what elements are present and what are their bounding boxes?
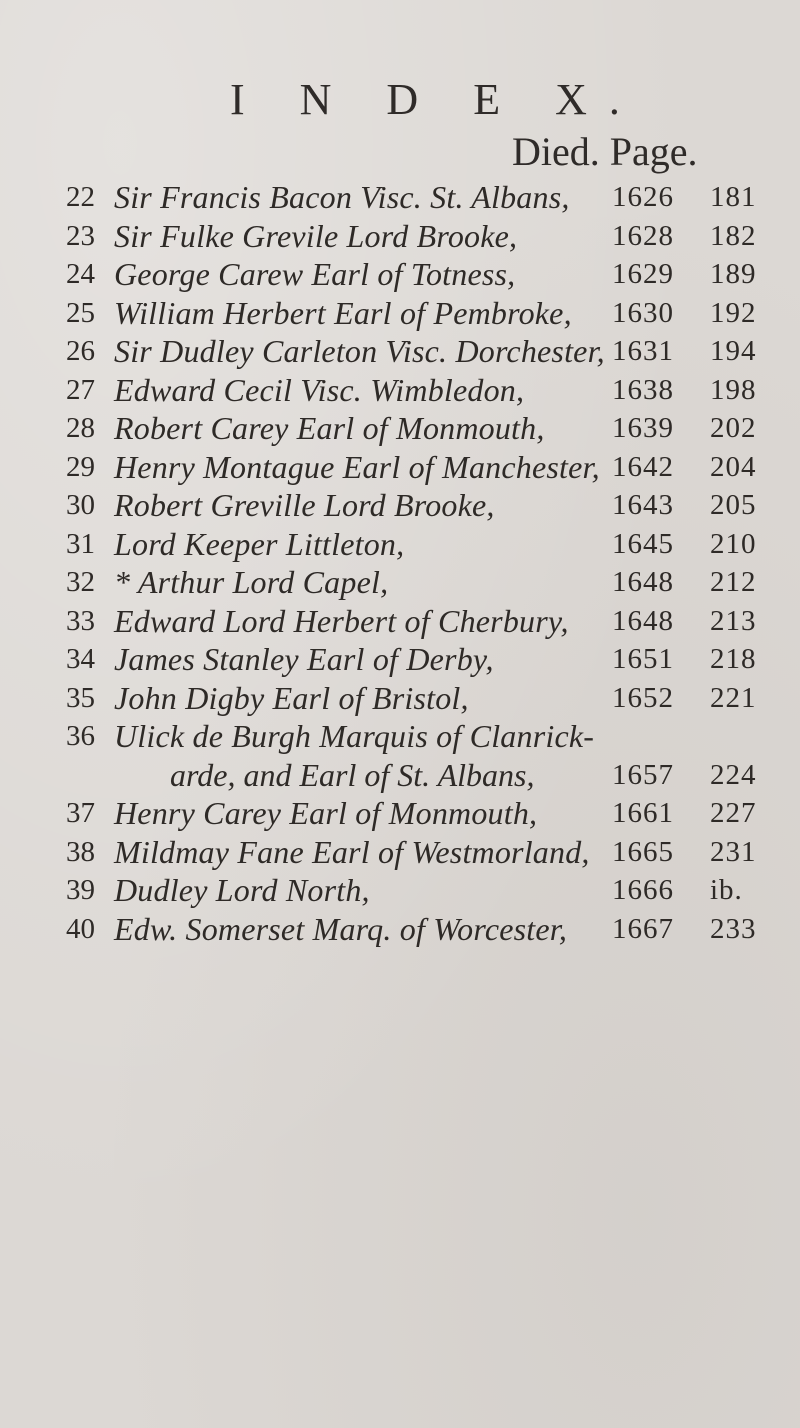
entry-page: 181 <box>710 181 757 213</box>
entry-year: 1665 <box>612 835 674 868</box>
entry-number: 37 <box>66 797 95 829</box>
entry-year: 1661 <box>612 797 674 829</box>
entry-page: 194 <box>710 335 757 367</box>
index-entry <box>0 409 800 448</box>
entry-name: Robert Greville Lord Brooke, <box>114 487 495 523</box>
entry-page: 205 <box>710 489 757 521</box>
index-entry <box>0 717 800 794</box>
entry-number: 33 <box>66 604 95 637</box>
entry-number: 39 <box>66 874 95 906</box>
entry-number: 29 <box>66 450 95 483</box>
index-entry <box>0 679 800 718</box>
entry-number: 26 <box>66 335 95 367</box>
index-entry <box>0 563 800 602</box>
index-entry <box>0 871 800 910</box>
index-entry <box>0 640 800 679</box>
entry-number: 28 <box>66 412 95 444</box>
index-entry <box>0 525 800 564</box>
entry-name: Edward Lord Herbert of Cherbury, <box>114 602 569 639</box>
entry-page: 231 <box>710 835 757 868</box>
entry-year: 1651 <box>612 643 674 675</box>
entry-year: 1628 <box>612 219 674 252</box>
entry-name: William Herbert Earl of Pembroke, <box>114 294 572 331</box>
index-entry <box>0 794 800 833</box>
entry-year: 1639 <box>612 412 674 444</box>
entry-page: 227 <box>710 797 757 829</box>
entry-name: Edward Cecil Visc. Wimbledon, <box>114 371 525 408</box>
entry-number: 31 <box>66 527 95 560</box>
entry-page: 189 <box>710 258 757 290</box>
entry-number: 40 <box>66 912 95 945</box>
entry-page: 202 <box>710 412 757 444</box>
entry-year: 1648 <box>612 604 674 637</box>
entry-name: Lord Keeper Littleton, <box>114 525 405 562</box>
entry-page: 212 <box>710 566 757 598</box>
index-entry <box>0 833 800 872</box>
entry-year: 1630 <box>612 296 674 329</box>
index-entry <box>0 178 800 217</box>
index-entry <box>0 332 800 371</box>
entry-page: 182 <box>710 219 757 252</box>
entry-number: 23 <box>66 219 95 252</box>
entry-year: 1648 <box>612 566 674 598</box>
entry-name: George Carew Earl of Totness, <box>114 256 516 292</box>
entry-page: 210 <box>710 527 757 560</box>
entry-year: 1638 <box>612 373 674 406</box>
entry-year: 1631 <box>612 335 674 367</box>
entry-name: James Stanley Earl of Derby, <box>114 641 494 677</box>
entry-number: 35 <box>66 681 95 714</box>
index-title: I N D E X. <box>230 75 642 124</box>
entry-page: 198 <box>710 373 757 406</box>
entry-name: Sir Francis Bacon Visc. St. Albans, <box>114 179 570 215</box>
entry-name-continued: arde, and Earl of St. Albans, <box>170 756 535 793</box>
entry-name: Sir Fulke Grevile Lord Brooke, <box>114 217 518 254</box>
entry-year: 1645 <box>612 527 674 560</box>
entry-number: 32 <box>66 566 95 598</box>
entry-year: 1626 <box>612 181 674 213</box>
entry-page: 218 <box>710 643 757 675</box>
entry-page: 192 <box>710 296 757 329</box>
entry-number: 30 <box>66 489 95 521</box>
entry-name: Henry Carey Earl of Monmouth, <box>114 795 538 831</box>
entry-year: 1652 <box>612 681 674 714</box>
entry-name: * Arthur Lord Capel, <box>114 564 389 600</box>
entry-year: 1643 <box>612 489 674 521</box>
entry-number: 38 <box>66 835 95 868</box>
entry-page: 221 <box>710 681 757 714</box>
index-entry <box>0 255 800 294</box>
entry-year: 1642 <box>612 450 674 483</box>
entry-page: ib. <box>710 874 743 906</box>
entry-number: 36 <box>66 720 95 752</box>
entry-year: 1666 <box>612 874 674 906</box>
index-entry <box>0 217 800 256</box>
entry-number: 22 <box>66 181 95 213</box>
entry-number: 27 <box>66 373 95 406</box>
entry-name: Robert Carey Earl of Monmouth, <box>114 410 545 446</box>
entry-page: 224 <box>710 758 757 791</box>
index-entry <box>0 448 800 487</box>
index-entry <box>0 602 800 641</box>
entry-name: Edw. Somerset Marq. of Worcester, <box>114 910 568 947</box>
entry-number: 24 <box>66 258 95 290</box>
entry-name: John Digby Earl of Bristol, <box>114 679 469 716</box>
index-entry <box>0 371 800 410</box>
entry-name: Sir Dudley Carleton Visc. Dorchester, <box>114 333 605 369</box>
index-entry <box>0 294 800 333</box>
entry-year: 1657 <box>612 758 674 791</box>
entry-name: Henry Montague Earl of Manchester, <box>114 448 600 485</box>
entry-number: 34 <box>66 643 95 675</box>
entry-year: 1629 <box>612 258 674 290</box>
index-entry <box>0 486 800 525</box>
index-entry <box>0 910 800 949</box>
entry-name: Ulick de Burgh Marquis of Clanrick- <box>114 718 595 754</box>
entry-page: 233 <box>710 912 757 945</box>
column-header: Died. Page. <box>512 129 698 174</box>
entry-page: 213 <box>710 604 757 637</box>
entry-page: 204 <box>710 450 757 483</box>
index-list <box>0 178 800 948</box>
entry-name: Mildmay Fane Earl of Westmorland, <box>114 833 590 870</box>
entry-name: Dudley Lord North, <box>114 872 370 908</box>
entry-number: 25 <box>66 296 95 329</box>
entry-year: 1667 <box>612 912 674 945</box>
